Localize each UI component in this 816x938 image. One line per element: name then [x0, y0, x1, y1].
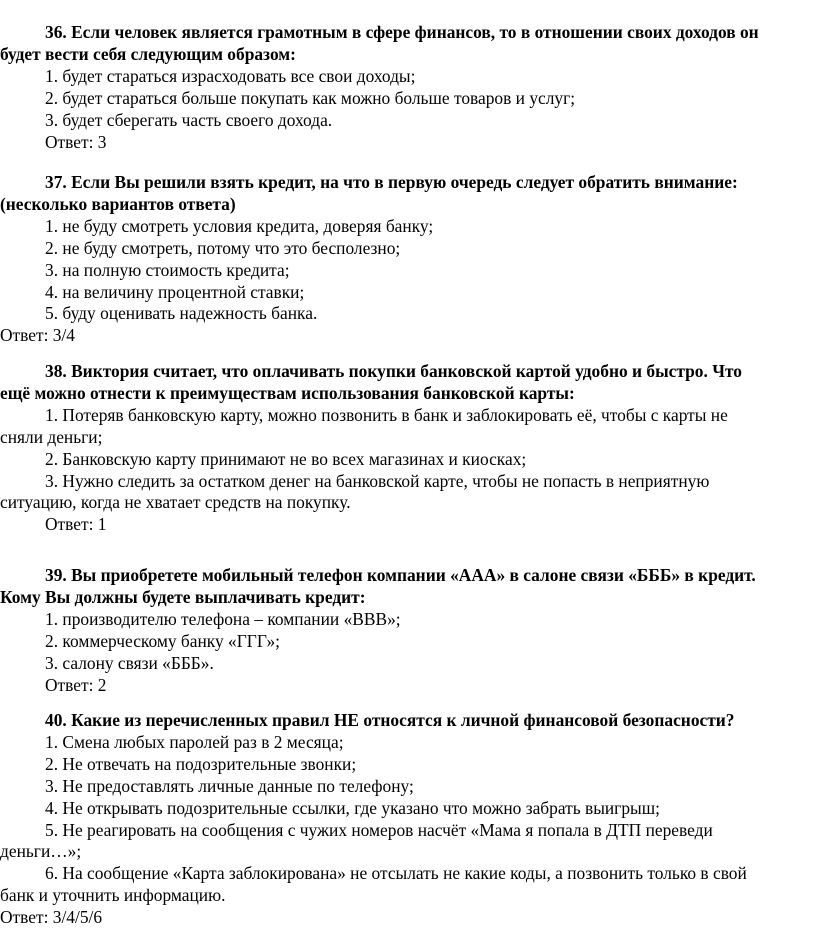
question-37: [0, 172, 812, 347]
question-36: [0, 22, 812, 153]
question-37-answer: Ответ: 3/4: [0, 325, 75, 346]
question-39: [0, 565, 812, 696]
question-38-option-2: 2. Банковскую карту принимают не во всех магазинах и киосках;: [45, 448, 527, 469]
question-36-answer: Ответ: 3: [45, 131, 107, 152]
question-36-option-1: 1. будет стараться израсходовать все свои доходы;: [45, 65, 416, 86]
question-37-option-1: 1. не буду смотреть условия кредита, доверяя банку;: [45, 215, 434, 236]
question-39-title-line-2: Кому Вы должны будете выплачивать кредит:: [0, 586, 366, 607]
question-38-option-3-line-2: ситуацию, когда не хватает средств на покупку.: [0, 492, 351, 513]
question-40-option-6-line-1: 6. На сообщение «Карта заблокирована» не отсылать не какие коды, а позвонить только в свой: [45, 863, 747, 884]
question-39-option-2: 2. коммерческому банку «ГГГ»;: [45, 630, 280, 651]
question-36-title-line-2: будет вести себя следующим образом:: [0, 43, 296, 64]
question-38: [0, 361, 812, 536]
question-38-title-line-1: 38. Виктория считает, что оплачивать покупки банковской картой удобно и быстро. Что: [45, 361, 742, 381]
question-38-title-line-2: ещё можно отнести к преимуществам использования банковской карты:: [0, 382, 575, 403]
question-36-option-3: 3. будет сберегать часть своего дохода.: [45, 109, 333, 130]
question-40-option-3: 3. Не предоставлять личные данные по телефону;: [45, 775, 414, 796]
question-40-option-2: 2. Не отвечать на подозрительные звонки;: [45, 753, 357, 774]
question-40-option-4: 4. Не открывать подозрительные ссылки, где указано что можно забрать выигрыш;: [45, 797, 660, 818]
question-37-title-line-1: 37. Если Вы решили взять кредит, на что в первую очередь следует обратить внимание:: [45, 172, 738, 192]
question-40-option-5-line-1: 5. Не реагировать на сообщения с чужих номеров насчёт «Мама я попала в ДТП переведи: [45, 819, 713, 840]
question-38-answer: Ответ: 1: [45, 514, 107, 535]
question-38-option-1-line-2: сняли деньги;: [0, 426, 103, 447]
question-36-option-2: 2. будет стараться больше покупать как можно больше товаров и услуг;: [45, 87, 576, 108]
question-39-title-line-1: 39. Вы приобретете мобильный телефон компании «ААА» в салоне связи «БББ» в кредит.: [45, 565, 756, 585]
question-40-option-5-line-2: деньги…»;: [0, 841, 82, 862]
question-39-option-3: 3. салону связи «БББ».: [45, 652, 214, 673]
question-40: [0, 710, 812, 929]
question-38-option-3-line-1: 3. Нужно следить за остатком денег на банковской карте, чтобы не попасть в неприятную: [45, 470, 710, 491]
question-40-answer: Ответ: 3/4/5/6: [0, 907, 103, 928]
question-39-option-1: 1. производителю телефона – компании «ВВВ»;: [45, 608, 401, 629]
question-37-option-3: 3. на полную стоимость кредита;: [45, 259, 290, 280]
question-37-option-2: 2. не буду смотреть, потому что это бесполезно;: [45, 237, 401, 258]
question-37-option-4: 4. на величину процентной ставки;: [45, 281, 305, 302]
question-40-title: 40. Какие из перечисленных правил НЕ относятся к личной финансовой безопасности?: [45, 710, 735, 730]
question-40-option-1: 1. Смена любых паролей раз в 2 месяца;: [45, 731, 344, 752]
question-36-title-line-1: 36. Если человек является грамотным в сфере финансов, то в отношении своих доходов он: [45, 22, 759, 42]
question-37-option-5: 5. буду оценивать надежность банка.: [45, 303, 318, 324]
question-39-answer: Ответ: 2: [45, 674, 107, 695]
question-37-title-line-2: (несколько вариантов ответа): [0, 193, 236, 214]
question-40-option-6-line-2: банк и уточнить информацию.: [0, 885, 226, 906]
question-38-option-1-line-1: 1. Потеряв банковскую карту, можно позвонить в банк и заблокировать её, чтобы с карты не: [45, 404, 728, 425]
